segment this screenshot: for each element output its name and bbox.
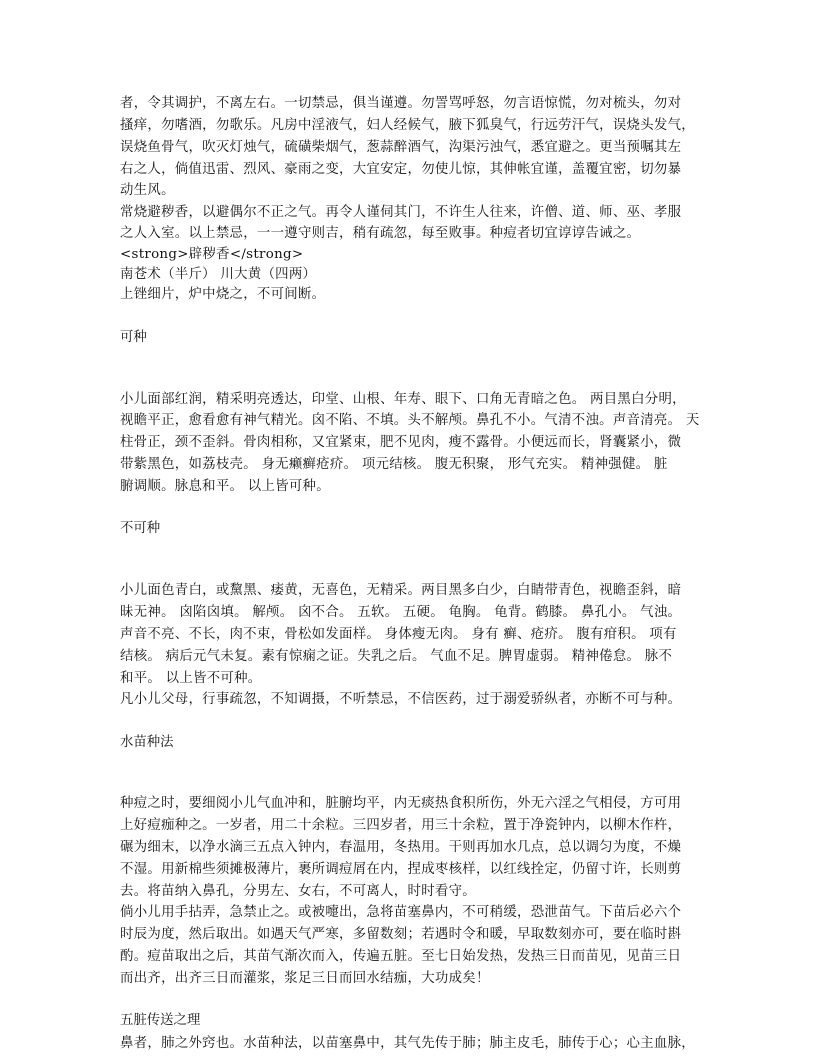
- text-line: 带紫黑色，如荔枝壳。 身无癞癣疮疥。 项元结核。 腹无积聚， 形气充实。 精神强健。 脏: [120, 457, 668, 472]
- section-heading: 五脏传送之理: [120, 1013, 201, 1028]
- text-line: 南苍术（半斤） 川大黄（四两）: [120, 267, 317, 282]
- text-line: 者，令其调护，不离左右。一切禁忌，俱当谨遵。勿詈骂呼怒，勿言语惊慌，勿对梳头，勿对: [120, 96, 682, 111]
- text-line: <strong>辟秽香</strong>: [120, 247, 304, 262]
- text-line: 酌。痘苗取出之后，其苗气渐次而入，传遍五脏。至七日始发热，发热三日而苗见，见苗三日: [120, 949, 682, 964]
- text-line: 时辰为度，然后取出。如遇天气严寒，多留数刻；若遇时令和暖，早取数刻亦可，要在临时斟: [120, 927, 682, 942]
- text-line: 柱骨正，颈不歪斜。骨肉相称，又宜紧束，肥不见肉，瘦不露骨。小便远而长，肾囊紧小，微: [120, 435, 682, 450]
- text-line: 误烧鱼骨气，吹灭灯烛气，硫磺柴烟气，葱蒜醉酒气，沟渠污浊气，悉宜避之。更当预嘱其左: [120, 140, 682, 155]
- text-line: 昧无神。 囟陷囟填。 解颅。 囟不合。 五软。 五硬。 龟胸。 龟背。鹤膝。 鼻孔小。 气浊。: [120, 605, 682, 620]
- section-heading: 不可种: [120, 521, 161, 536]
- text-line: 而出齐，出齐三日而灌浆，浆足三日而回水结痂，大功成矣！: [120, 971, 490, 986]
- text-line: 结核。 病后元气未复。素有惊痫之证。失乳之后。 气血不足。脾胃虚弱。 精神倦怠。 脉不: [120, 649, 673, 664]
- text-line: 常烧避秽香，以避偶尔不正之气。再令人谨伺其门，不许生人往来，许僧、道、师、巫、孝服: [120, 205, 682, 220]
- text-line: 搔痒，勿嗜酒，勿歌乐。凡房中淫液气，妇人经候气，腋下狐臭气，行远劳汗气，误烧头发气，: [120, 118, 696, 133]
- text-line: 右之人，倘值迅雷、烈风、豪雨之变，大宜安定，勿使儿惊，其伸帐宜谨，盖覆宜密，切勿暴: [120, 162, 682, 177]
- section-heading: 水苗种法: [120, 735, 174, 750]
- text-line: 种痘之时，要细阅小儿气血冲和，脏腑均平，内无痰热食积所伤，外无六淫之气相侵，方可用: [120, 796, 682, 811]
- text-line: 上锉细片，炉中烧之，不可间断。: [120, 287, 326, 302]
- text-line: 之人入室。以上禁忌，一一遵守则吉，稍有疏忽，每至败事。种痘者切宜谆谆告诫之。: [120, 226, 641, 241]
- text-line: 倘小儿用手拈弄，急禁止之。或被嚏出，急将苗塞鼻内，不可稍缓，恐泄苗气。下苗后必六个: [120, 905, 682, 920]
- text-line: 视瞻平正，愈看愈有神气精光。囟不陷、不填。头不解颅。鼻孔不小。气清不浊。声音清亮。 天: [120, 413, 700, 428]
- text-line: 小儿面色青白，或黧黑、痿黄，无喜色，无精采。两目黑多白少，白睛带青色，视瞻歪斜，暗: [120, 583, 682, 598]
- text-line: 碾为细末，以净水滴三五点入钟内，春温用，冬热用。干则再加水几点，总以调匀为度，不燥: [120, 840, 682, 855]
- text-line: 和平。 以上皆不可种。: [120, 671, 262, 686]
- text-line: 鼻者，肺之外窍也。水苗种法，以苗塞鼻中，其气先传于肺；肺主皮毛，肺传于心；心主血脉，: [120, 1036, 696, 1051]
- text-line: 动生风。: [120, 183, 175, 198]
- text-line: 凡小儿父母，行事疏忽，不知调摄，不听禁忌，不信医药，过于溺爱骄纵者，亦断不可与种。: [120, 692, 682, 707]
- text-line: 声音不亮、不长，肉不束，骨松如发面样。 身体瘦无肉。 身有 癣、疮疥。 腹有疳积。 项有: [120, 627, 677, 642]
- text-line: 上好痘痂种之。一岁者，用二十余粒。三四岁者，用三十余粒，置于净瓷钟内，以柳木作杵，: [120, 818, 682, 833]
- section-heading: 可种: [120, 330, 147, 345]
- text-line: 不湿。用新棉些须摊极薄片，裹所调痘屑在内，捏成枣核样，以红线拴定，仍留寸许，长则剪: [120, 862, 682, 877]
- text-line: 小儿面部红润，精采明亮透达，印堂、山根、年寿、眼下、口角无青暗之色。 两目黑白分明，: [120, 392, 686, 407]
- text-line: 腑调顺。脉息和平。 以上皆可种。: [120, 479, 330, 494]
- text-line: 去。将苗纳入鼻孔，分男左、女右，不可离人，时时看守。: [120, 884, 476, 899]
